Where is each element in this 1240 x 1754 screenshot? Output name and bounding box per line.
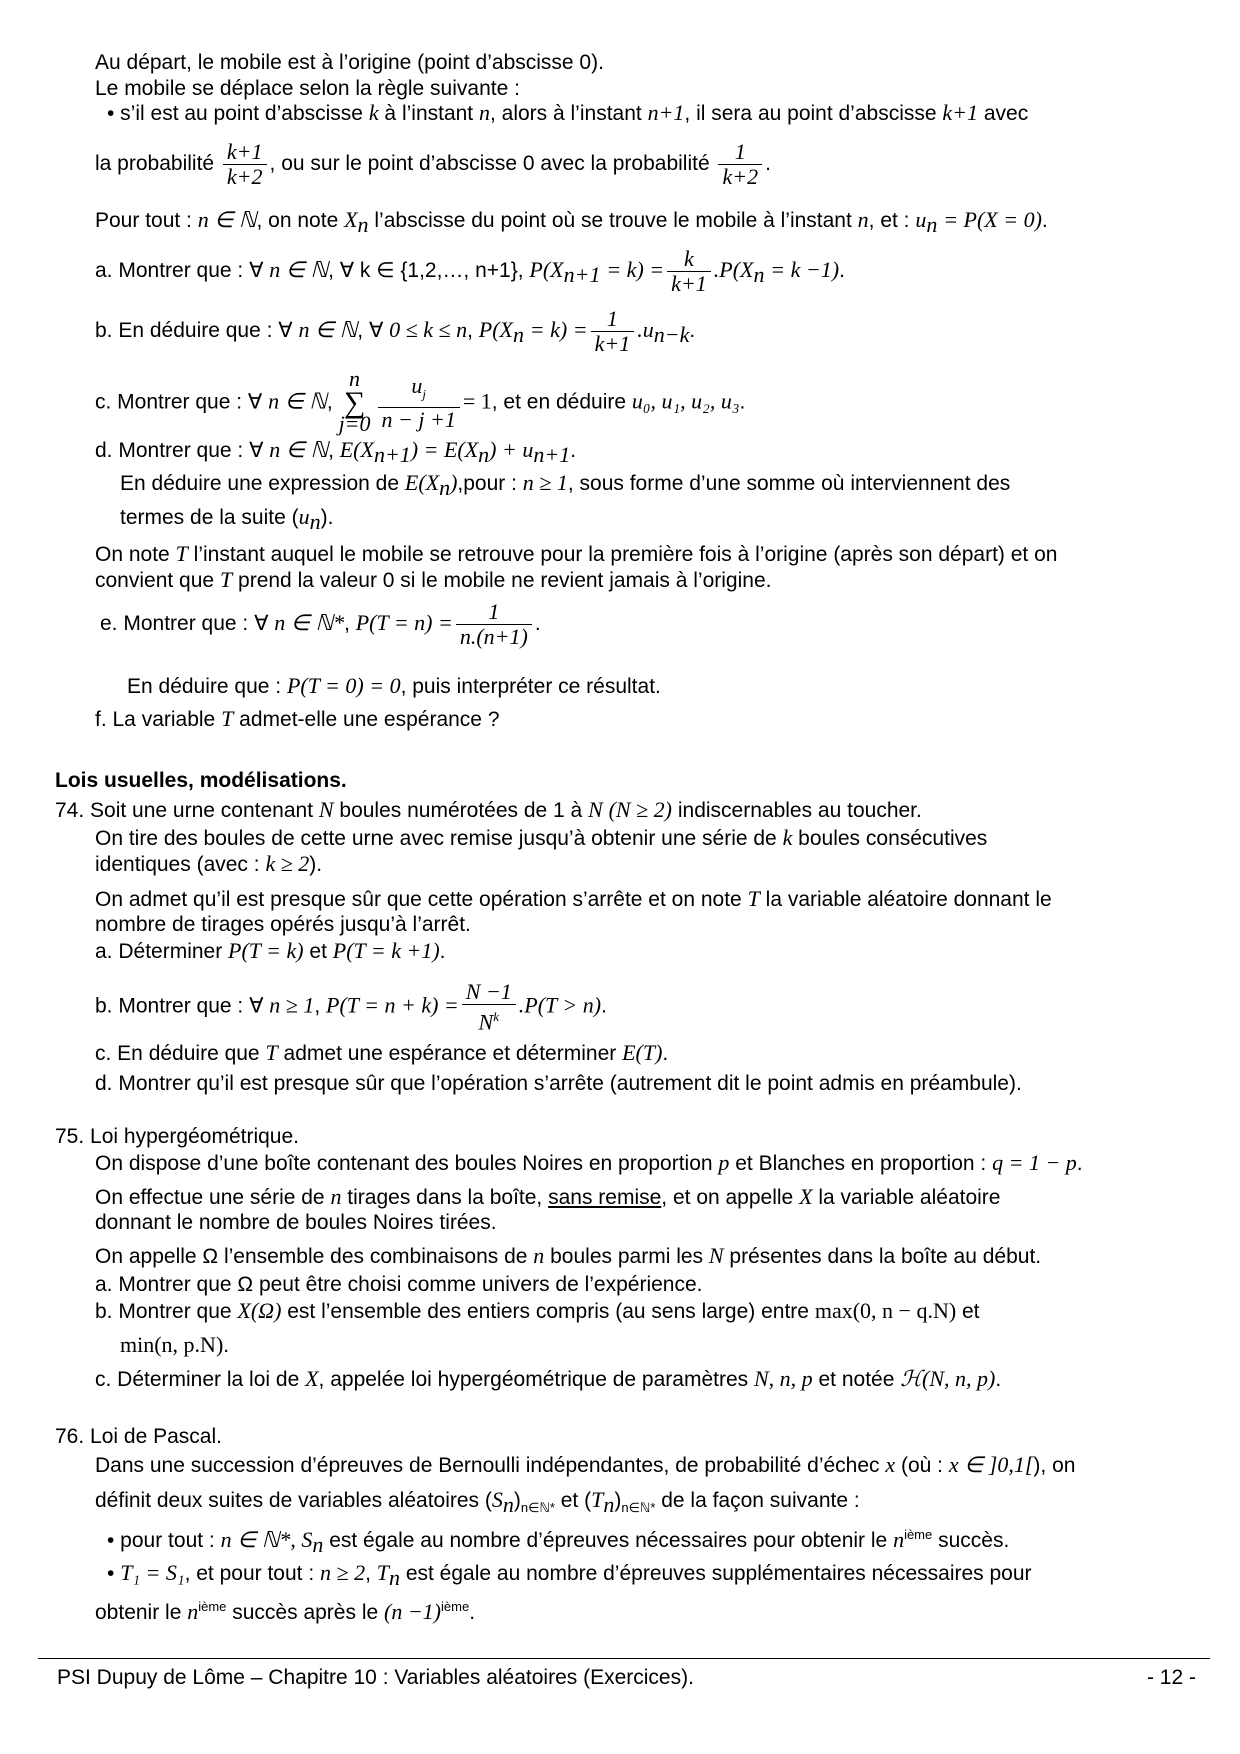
item-e: e. Montrer que : ∀ n ∈ ℕ*, P(T = n) = $\frac{1}{n.(n+1)}$ . bbox=[100, 599, 541, 649]
bullet-line: • T₁ = S₁, et pour tout : n ≥ 2, $T_n$ est égale au nombre d’épreuves supplémentaires nécessaires pour bbox=[107, 1560, 1032, 1591]
text-line: On effectue une série de n tirages dans la boîte, sans remise, et on appelle X la variable aléatoire bbox=[95, 1184, 1001, 1209]
text-line: convient que T prend la valeur 0 si le mobile ne revient jamais à l’origine. bbox=[95, 567, 772, 592]
text-line: On dispose d’une boîte contenant des boules Noires en proportion p et Blanches en proportion : q = 1 − p. bbox=[95, 1150, 1083, 1175]
item-a: a. Montrer que : ∀ n ∈ ℕ, ∀ k ∈ {1,2,…, n+1}, $P(X_{n+1} = k)$ = $\frac{k}{k+1}$ $.P(X_n = k -1)$. bbox=[95, 246, 845, 296]
item-75c: c. Déterminer la loi de X, appelée loi hypergéométrique de paramètres N, n, p et notée ℋ(N, n, p). bbox=[95, 1366, 1002, 1391]
item-75a: a. Montrer que Ω peut être choisi comme univers de l’expérience. bbox=[95, 1273, 703, 1296]
item-74a: a. Déterminer P(T = k) et P(T = k +1). bbox=[95, 938, 446, 963]
page-number: - 12 - bbox=[1146, 1666, 1196, 1689]
fraction: $\frac{k}{k+1}$ bbox=[667, 247, 711, 296]
item-c: c. Montrer que : ∀ n ∈ ℕ, n ∑ j=0 $\frac{u_j}{n - j +1}$ = 1, et en déduire u₀, u₁, u₂, u₃. bbox=[95, 366, 746, 436]
text-line: min(n, p.N). bbox=[120, 1332, 230, 1357]
fraction: $\frac{1}{n.(n+1)}$ bbox=[456, 600, 532, 649]
text-line: obtenir le $n^{ième}$ succès après le $(n -1)^{ième}$. bbox=[95, 1599, 476, 1624]
text-line: Pour tout : n ∈ ℕ, on note $X_n$ l’abscisse du point où se trouve le mobile à l’instant n, et : $u_n = P(X = 0)$. bbox=[95, 207, 1048, 238]
fraction: $\frac{N -1}{N^k}$ bbox=[462, 980, 516, 1034]
bullet-line: • pour tout : n ∈ ℕ*, $S_n$ est égale au nombre d’épreuves nécessaires pour obtenir le $n^{ième}$ succès. bbox=[107, 1527, 1010, 1558]
bullet-line: • s’il est au point d’abscisse k à l’instant n, alors à l’instant n+1, il sera au point d’abscisse k+1 avec bbox=[107, 100, 1029, 125]
text-line: termes de la suite $(u_n)$. bbox=[120, 504, 334, 535]
item-74d: d. Montrer qu’il est presque sûr que l’opération s’arrête (autrement dit le point admis en préambule). bbox=[95, 1072, 1022, 1095]
section-heading: Lois usuelles, modélisations. bbox=[55, 769, 347, 792]
text-line: On admet qu’il est presque sûr que cette opération s’arrête et on note T la variable aléatoire donnant le bbox=[95, 886, 1052, 911]
text-line: On note T l’instant auquel le mobile se retrouve pour la première fois à l’origine (après son départ) et on bbox=[95, 541, 1058, 566]
exercise-76: 76. Loi de Pascal. bbox=[55, 1425, 222, 1448]
text-line: identiques (avec : k ≥ 2). bbox=[95, 851, 323, 876]
item-b: b. En déduire que : ∀ n ∈ ℕ, ∀ 0 ≤ k ≤ n, $P(X_n = k)$ = $\frac{1}{k+1}$ $.u_{n-k}$. bbox=[95, 306, 696, 356]
fraction: $\frac{1}{k+2}$ bbox=[718, 140, 762, 189]
text-line: En déduire que : P(T = 0) = 0, puis interpréter ce résultat. bbox=[127, 673, 661, 698]
text-line: On tire des boules de cette urne avec remise jusqu’à obtenir une série de k boules consécutives bbox=[95, 825, 988, 850]
text-line: Dans une succession d’épreuves de Bernoulli indépendantes, de probabilité d’échec x (où : x ∈ ]0,1[), on bbox=[95, 1452, 1076, 1477]
item-f: f. La variable T admet-elle une espérance ? bbox=[95, 706, 500, 731]
text-line: On appelle Ω l’ensemble des combinaisons de n boules parmi les N présentes dans la boîte au début. bbox=[95, 1243, 1042, 1268]
text-line: En déduire une expression de $E(X_n),pour$ : n ≥ 1, sous forme d’une somme où interviennent des bbox=[120, 470, 1011, 501]
fraction: $\frac{k+1}{k+2}$ bbox=[223, 140, 267, 189]
footer-title: PSI Dupuy de Lôme – Chapitre 10 : Variables aléatoires (Exercices). bbox=[57, 1666, 694, 1689]
sum-symbol: n ∑ j=0 bbox=[338, 366, 371, 436]
exercise-75: 75. Loi hypergéométrique. bbox=[55, 1125, 299, 1148]
text-line: Au départ, le mobile est à l’origine (point d’abscisse 0). bbox=[95, 51, 604, 74]
item-75b: b. Montrer que X(Ω) est l’ensemble des entiers compris (au sens large) entre max(0, n − q.N) et bbox=[95, 1298, 980, 1323]
fraction: $\frac{u_j}{n - j +1}$ bbox=[378, 374, 460, 431]
footer-divider bbox=[38, 1658, 1210, 1659]
exercise-74: 74. Soit une urne contenant N boules numérotées de 1 à N (N ≥ 2) indiscernables au toucher. bbox=[55, 797, 922, 822]
text-line: définit deux suites de variables aléatoires $(S_n)_{n\in ℕ*}$ et $(T_n)_{n\in ℕ*}$ de la façon suivante : bbox=[95, 1487, 860, 1518]
item-74c: c. En déduire que T admet une espérance et déterminer E(T). bbox=[95, 1040, 669, 1065]
item-74b: b. Montrer que : ∀ n ≥ 1, P(T = n + k) = $\frac{N -1}{N^k}$ .P(T > n). bbox=[95, 979, 607, 1035]
item-d: d. Montrer que : ∀ n ∈ ℕ, $E(X_{n+1}) = E(X_n) + u_{n+1}$. bbox=[95, 437, 577, 468]
text-line: donnant le nombre de boules Noires tirées. bbox=[95, 1211, 497, 1234]
fraction: $\frac{1}{k+1}$ bbox=[591, 307, 635, 356]
text-line: la probabilité $\frac{k+1}{k+2}$ , ou sur le point d’abscisse 0 avec la probabilité $\frac{1}{k+2}$ . bbox=[95, 139, 771, 189]
text-line: nombre de tirages opérés jusqu’à l’arrêt. bbox=[95, 913, 471, 936]
text-line: Le mobile se déplace selon la règle suivante : bbox=[95, 77, 520, 100]
